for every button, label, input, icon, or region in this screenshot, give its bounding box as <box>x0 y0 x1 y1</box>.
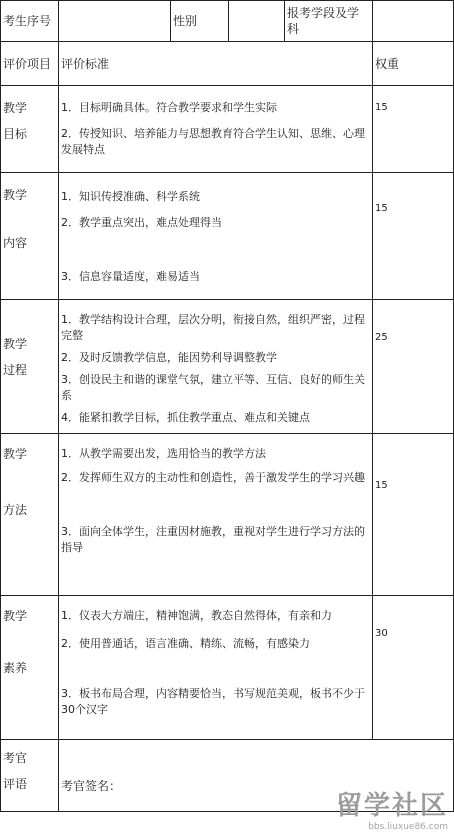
seq-label: 考生序号 <box>1 1 59 42</box>
section-content-item: 2．教学重点突出，难点处理得当 <box>61 216 222 229</box>
section-method-item: 2．发挥师生双方的主动性和创造性，善于激发学生的学习兴趣 <box>61 471 365 484</box>
col-criteria: 评价标准 <box>59 42 373 86</box>
col-item: 评价项目 <box>1 42 59 86</box>
section-process-criteria <box>59 300 373 434</box>
section-comment-name <box>1 740 59 812</box>
section-method-item: 3．面向全体学生，注重因材施教，重视对学生进行学习方法的指导 <box>61 525 365 554</box>
section-goal-criteria <box>59 86 373 173</box>
section-goal <box>1 86 454 173</box>
section-quality-name-line2: 素养 <box>3 661 28 675</box>
section-quality-item: 2．使用普通话，语言准确、精练、流畅，有感染力 <box>61 637 310 650</box>
section-method-name-line2: 方法 <box>3 503 28 517</box>
section-goal-weight <box>373 86 454 173</box>
header-row <box>1 1 454 42</box>
section-process-weight-value: 25 <box>375 332 388 343</box>
section-method-item: 1．从教学需要出发，选用恰当的教学方法 <box>61 447 266 460</box>
column-header-row <box>1 42 454 86</box>
section-method-weight-value: 15 <box>375 480 388 491</box>
section-quality-name-line1: 教学 <box>3 609 28 623</box>
section-content-weight <box>373 173 454 300</box>
section-quality-item: 1．仪表大方端庄，精神饱满，教态自然得体，有亲和力 <box>61 609 332 622</box>
section-content-criteria <box>59 173 373 300</box>
section-process-name-line1: 教学 <box>3 337 28 351</box>
subject-value[interactable] <box>373 1 454 42</box>
gender-value[interactable] <box>229 1 285 42</box>
section-method <box>1 434 454 596</box>
section-goal-name-line2: 目标 <box>3 127 28 141</box>
section-method-weight <box>373 434 454 596</box>
col-weight: 权重 <box>373 42 454 86</box>
section-process-name <box>1 300 59 434</box>
section-process-item: 4．能紧扣教学目标，抓住教学重点、难点和关键点 <box>61 411 310 424</box>
watermark-logo: 留学社区 <box>335 791 448 821</box>
section-content <box>1 173 454 300</box>
section-content-item: 1．知识传授准确、科学系统 <box>61 190 200 203</box>
subject-label: 报考学段及学科 <box>285 1 373 42</box>
section-method-name <box>1 434 59 596</box>
section-process-weight <box>373 300 454 434</box>
section-comment-name-line2: 评语 <box>3 777 28 791</box>
section-comment-name-line1: 考官 <box>3 751 28 765</box>
section-method-name-line1: 教学 <box>3 447 28 461</box>
section-process-name-line2: 过程 <box>3 363 28 377</box>
section-goal-name <box>1 86 59 173</box>
section-content-name <box>1 173 59 300</box>
section-goal-weight-value: 15 <box>375 102 388 113</box>
section-method-criteria <box>59 434 373 596</box>
signature-label: 考官签名： <box>61 779 122 793</box>
section-process-item: 3．创设民主和谐的课堂气氛，建立平等、互信、良好的师生关系 <box>61 373 365 402</box>
section-process-item: 1．教学结构设计合理，层次分明，衔接自然，组织严密，过程完整 <box>61 313 365 342</box>
section-content-name-line1: 教学 <box>3 188 28 202</box>
section-quality <box>1 596 454 740</box>
section-quality-name <box>1 596 59 740</box>
section-goal-item: 1．目标明确具体。符合教学要求和学生实际 <box>61 101 277 114</box>
section-quality-item: 3．板书布局合理，内容精要恰当，书写规范美观，板书不少于30个汉字 <box>61 687 365 716</box>
watermark-url: bbs.liuxue86.com <box>368 822 448 832</box>
section-process-item: 2．及时反馈教学信息，能因势利导调整教学 <box>61 351 277 364</box>
section-quality-weight <box>373 596 454 740</box>
section-goal-item: 2．传授知识、培养能力与思想教育符合学生认知、思维、心理发展特点 <box>61 127 365 156</box>
seq-value[interactable] <box>59 1 171 42</box>
section-content-name-line2: 内容 <box>3 236 28 250</box>
section-goal-name-line1: 教学 <box>3 101 28 115</box>
comment-area[interactable] <box>59 740 454 812</box>
gender-label: 性别 <box>171 1 229 42</box>
section-comment <box>1 740 454 812</box>
section-quality-criteria <box>59 596 373 740</box>
section-process <box>1 300 454 434</box>
section-content-item: 3．信息容量适度，难易适当 <box>61 270 200 283</box>
section-content-weight-value: 15 <box>375 203 388 214</box>
section-quality-weight-value: 30 <box>375 628 388 639</box>
